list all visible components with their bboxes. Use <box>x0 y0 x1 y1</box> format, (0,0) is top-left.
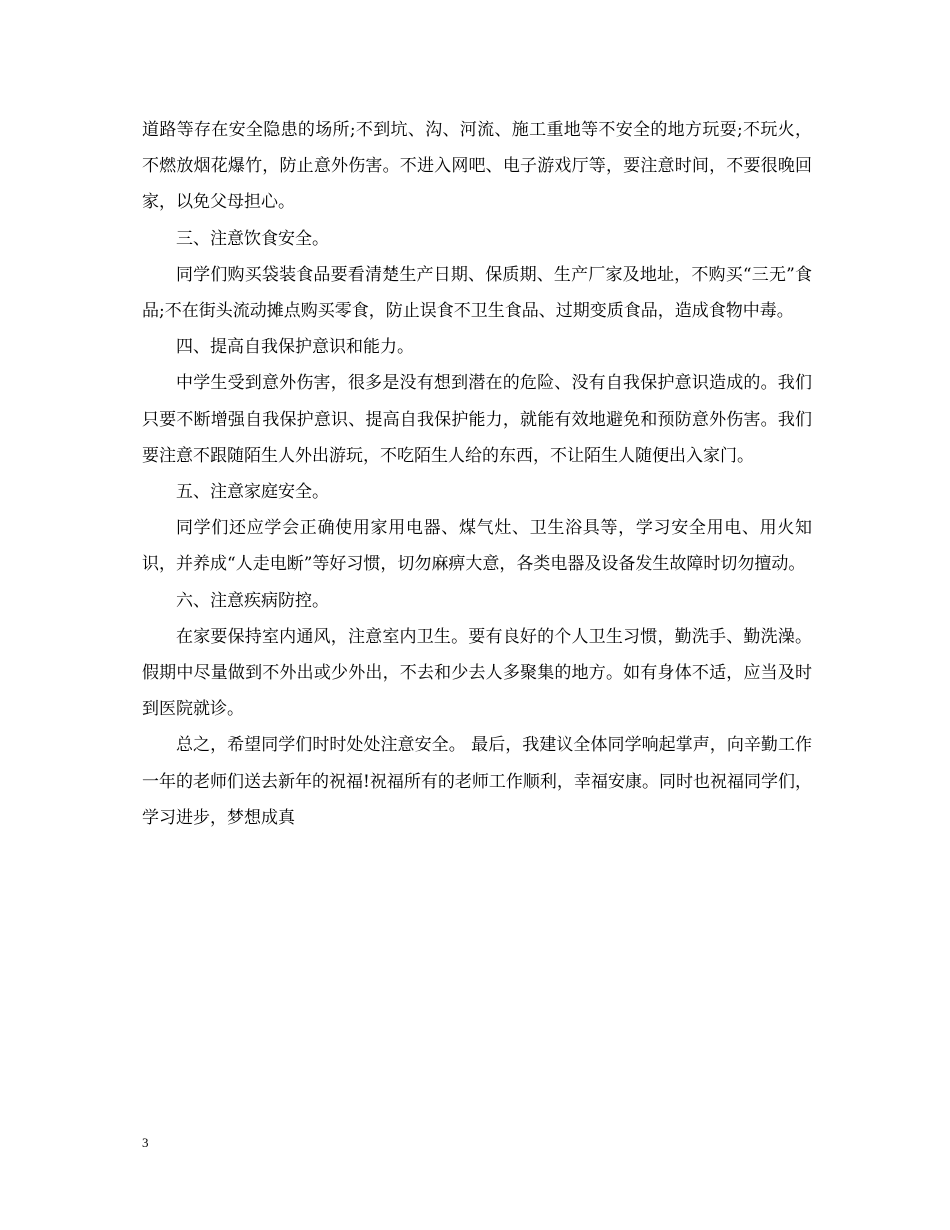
page-number: 3 <box>142 1135 149 1150</box>
paragraph-conclusion: 总之，希望同学们时时处处注意安全。 最后，我建议全体同学响起掌声，向辛勤工作一年的老师们送去新年的祝福!祝福所有的老师工作顺利，幸福安康。同时也祝福同学们，学习进步，梦想成真 <box>142 735 812 828</box>
heading-home-safety: 五、注意家庭安全。 <box>176 482 329 503</box>
paragraph-home-safety: 同学们还应学会正确使用家用电器、煤气灶、卫生浴具等，学习安全用电、用火知识，并养成“人走电断”等好习惯，切勿麻痹大意，各类电器及设备发生故障时切勿擅动。 <box>142 518 812 575</box>
paragraph-disease-prevention: 在家要保持室内通风，注意室内卫生。要有良好的个人卫生习惯，勤洗手、勤洗澡。假期中尽量做到不外出或少外出，不去和少去人多聚集的地方。如有身体不适，应当及时到医院就诊。 <box>142 626 812 720</box>
heading-self-protection: 四、提高自我保护意识和能力。 <box>176 337 414 358</box>
heading-disease-prevention: 六、注意疾病防控。 <box>176 590 329 611</box>
paragraph-safety-venues: 道路等存在安全隐患的场所;不到坑、沟、河流、施工重地等不安全的地方玩耍;不玩火，不燃放烟花爆竹，防止意外伤害。不进入网吧、电子游戏厅等，要注意时间，不要很晚回家，以免父母担心。 <box>142 120 812 213</box>
paragraph-self-protection: 中学生受到意外伤害，很多是没有想到潜在的危险、没有自我保护意识造成的。我们只要不断增强自我保护意识、提高自我保护能力，就能有效地避免和预防意外伤害。我们要注意不跟随陌生人外出游玩，不吃陌生人给的东西，不让陌生人随便出入家门。 <box>142 373 812 466</box>
heading-food-safety: 三、注意饮食安全。 <box>176 228 329 249</box>
paragraph-food-safety: 同学们购买袋装食品要看清楚生产日期、保质期、生产厂家及地址，不购买“三无”食品;不在街头流动摊点购买零食，防止误食不卫生食品、过期变质食品，造成食物中毒。 <box>142 264 812 322</box>
document-body <box>142 112 812 836</box>
